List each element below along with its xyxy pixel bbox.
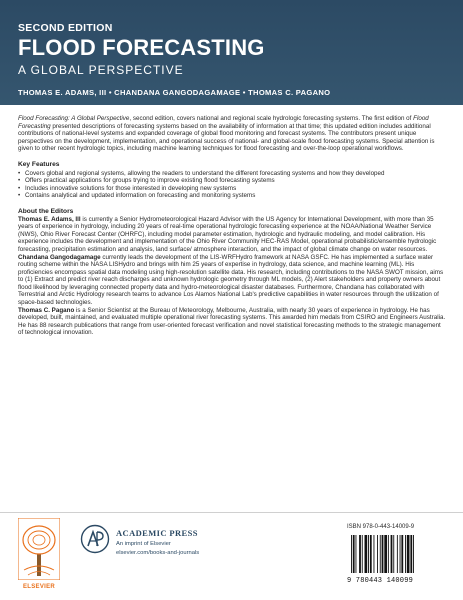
editor-bio-gangodagamage — [18, 254, 446, 307]
back-cover-text — [18, 115, 446, 337]
elsevier-wordmark: ELSEVIER — [22, 584, 56, 590]
feature-item: • Covers global and regional systems, allowing the readers to understand the different forecasting systems and how they developed — [18, 170, 446, 178]
footer-divider — [0, 512, 463, 513]
book-title: FLOOD FORECASTING — [18, 35, 265, 60]
editor-bio-text: is a Senior Scientist at the Bureau of Meteorology, Melbourne, Australia, with nearly 30 years of experience in hydrology. He has developed, built, maintained, and evaluated multiple operational river forecasting systems. This awarded him medals from CSIRO and Engineers Australia. He has 88 research publications that range from user-oriented forecast verification and novel statistical forecasting methods to the strategic management of technological innovation. — [18, 306, 446, 337]
key-features-list — [18, 170, 446, 200]
editor-bio-text: is currently a Senior Hydrometeorological Hazard Advisor with the US Agency for International Development, with more than 35 years of experience in hydrology, including 20 years of real-time operational hydrologic forecasting experience at the NOAA/National Weather Service (NWS), Ohio River Forecast Center (OHRFC), including model parameter estimation, hydrologic and hydraulic modeling, and model calibration. His experience includes the development and implementation of the Ohio River Community HEC-RAS Model, operational probabilistic/ensemble hydrologic forecasting, precipitation estimation and analysis, land surface/ atmosphere interaction, and the impact of global climate change on water resources. — [18, 215, 437, 253]
key-features-heading: Key Features — [18, 160, 60, 168]
academic-press-logo-icon — [80, 524, 110, 554]
barcode-number: 9 780443 140099 — [347, 577, 414, 585]
barcode-icon — [347, 533, 446, 575]
editor-name: Thomas C. Pagano — [18, 306, 75, 314]
publisher-url: elsevier.com/books-and-journals — [116, 550, 200, 556]
cover-header — [0, 0, 463, 105]
feature-item: • Offers practical applications for groups trying to improve existing flood forecasting systems — [18, 177, 446, 185]
editor-bio-pagano — [18, 307, 446, 337]
editor-name: Chandana Gangodagamage — [18, 253, 101, 261]
editor-name: Thomas E. Adams, III — [18, 215, 81, 223]
about-editors-heading: About the Editors — [18, 207, 74, 215]
edition-label: SECOND EDITION — [18, 22, 113, 34]
description-book-title-short: Flood Forecasting — [18, 115, 429, 130]
editor-bio-adams — [18, 216, 446, 254]
description-book-title: Flood Forecasting: A Global Perspective — [18, 115, 130, 122]
imprint-line: An imprint of Elsevier — [116, 541, 171, 547]
editor-bio-text: currently leads the development of the LIS-WRFHydro framework at NASA GSFC. He has implemented a surface water routing scheme within the NASA LISHydro and brings with him 25 years of expertise in hydrology, data science, and machine learning (ML). His proficiencies encompass spatial data modeling using high-resolution satellite data. His research, including contributions to the NASA SWOT mission, aims to (1) Extract and predict river reach discharges and unknown hydrologic geometry through ML models, (2) Alert stakeholders and property owners about flood likelihood by leveraging connected property data and hydro-meteorological disaster databases. Furthermore, Chandana has collaborated with Terrestrial and Arctic Hydrology research teams to advance Los Alamos National Lab's predictive capabilities in water resources through the utilization of space-based technologies. — [18, 253, 444, 307]
authors-line: THOMAS E. ADAMS, III • CHANDANA GANGODAGAMAGE • THOMAS C. PAGANO — [18, 88, 331, 97]
elsevier-logo — [18, 518, 60, 580]
book-subtitle: A GLOBAL PERSPECTIVE — [18, 63, 184, 77]
description-text-a: , second edition, covers national and regional scale hydrologic forecasting systems. The first edition of — [129, 115, 414, 122]
feature-item: • Contains analytical and updated information on forecasting and monitoring systems — [18, 192, 446, 200]
academic-press-name: ACADEMIC PRESS — [116, 528, 198, 538]
isbn-text: ISBN 978-0-443-14009-9 — [347, 524, 415, 530]
book-description — [18, 115, 446, 153]
editor-bios — [18, 216, 446, 338]
feature-item: • Includes innovative solutions for those interested in developing new systems — [18, 185, 446, 193]
description-text-b: presented descriptions of forecasting systems based on the availability of information at that time; this updated edition includes additional contributions of national-level systems and expanded coverage of global flood monitoring and forecast systems. The contributors present unique perspectives on the development, implementation, and operational success of national- and global-scale flood forecasting systems. Special attention is given to other recent hydrologic topics, including machine learning techniques for flood forecasting and over-the-loop operational workflows. — [18, 122, 435, 153]
